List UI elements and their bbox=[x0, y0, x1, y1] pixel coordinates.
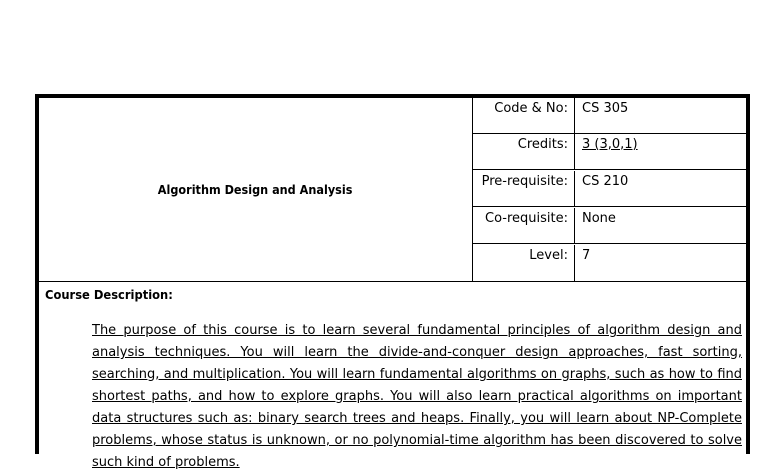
course-info-grid bbox=[472, 98, 746, 282]
field-value-corequisite: None bbox=[582, 211, 616, 226]
course-table bbox=[35, 94, 750, 470]
course-title: Algorithm Design and Analysis bbox=[158, 182, 353, 197]
field-value-credits: 3 (3,0,1) bbox=[582, 137, 638, 152]
field-value-prerequisite: CS 210 bbox=[582, 174, 629, 189]
field-label-corequisite: Co-requisite: bbox=[472, 208, 575, 243]
field-row-prerequisite bbox=[472, 171, 746, 207]
field-value-code: CS 305 bbox=[582, 101, 629, 116]
field-label-level: Level: bbox=[472, 245, 575, 281]
field-label-code: Code & No: bbox=[472, 98, 575, 133]
field-value-level: 7 bbox=[582, 248, 591, 263]
field-label-prerequisite: Pre-requisite: bbox=[472, 171, 575, 206]
field-label-credits: Credits: bbox=[472, 134, 575, 169]
field-row-corequisite bbox=[472, 208, 746, 244]
field-row-level bbox=[472, 245, 746, 281]
course-description: The purpose of this course is to learn several fundamental principles of algorithm design and analysis techniques. You will learn the divide-and-conquer design approaches, fast sorting, searching, and multiplication. You will learn fundamental algorithms on graphs, such as how to find shortest paths, and how to explore graphs. You will also learn practical algorithms on important data structures such as: binary search trees and heaps. Finally, you will learn about NP-Complete problems, whose status is unknown, or no polynomial-time algorithm has been discovered to solve such kind of problems. bbox=[92, 323, 742, 470]
field-row-code bbox=[472, 98, 746, 134]
course-title-cell bbox=[39, 98, 473, 282]
field-row-credits bbox=[472, 134, 746, 170]
description-heading: Course Description: bbox=[45, 287, 173, 302]
